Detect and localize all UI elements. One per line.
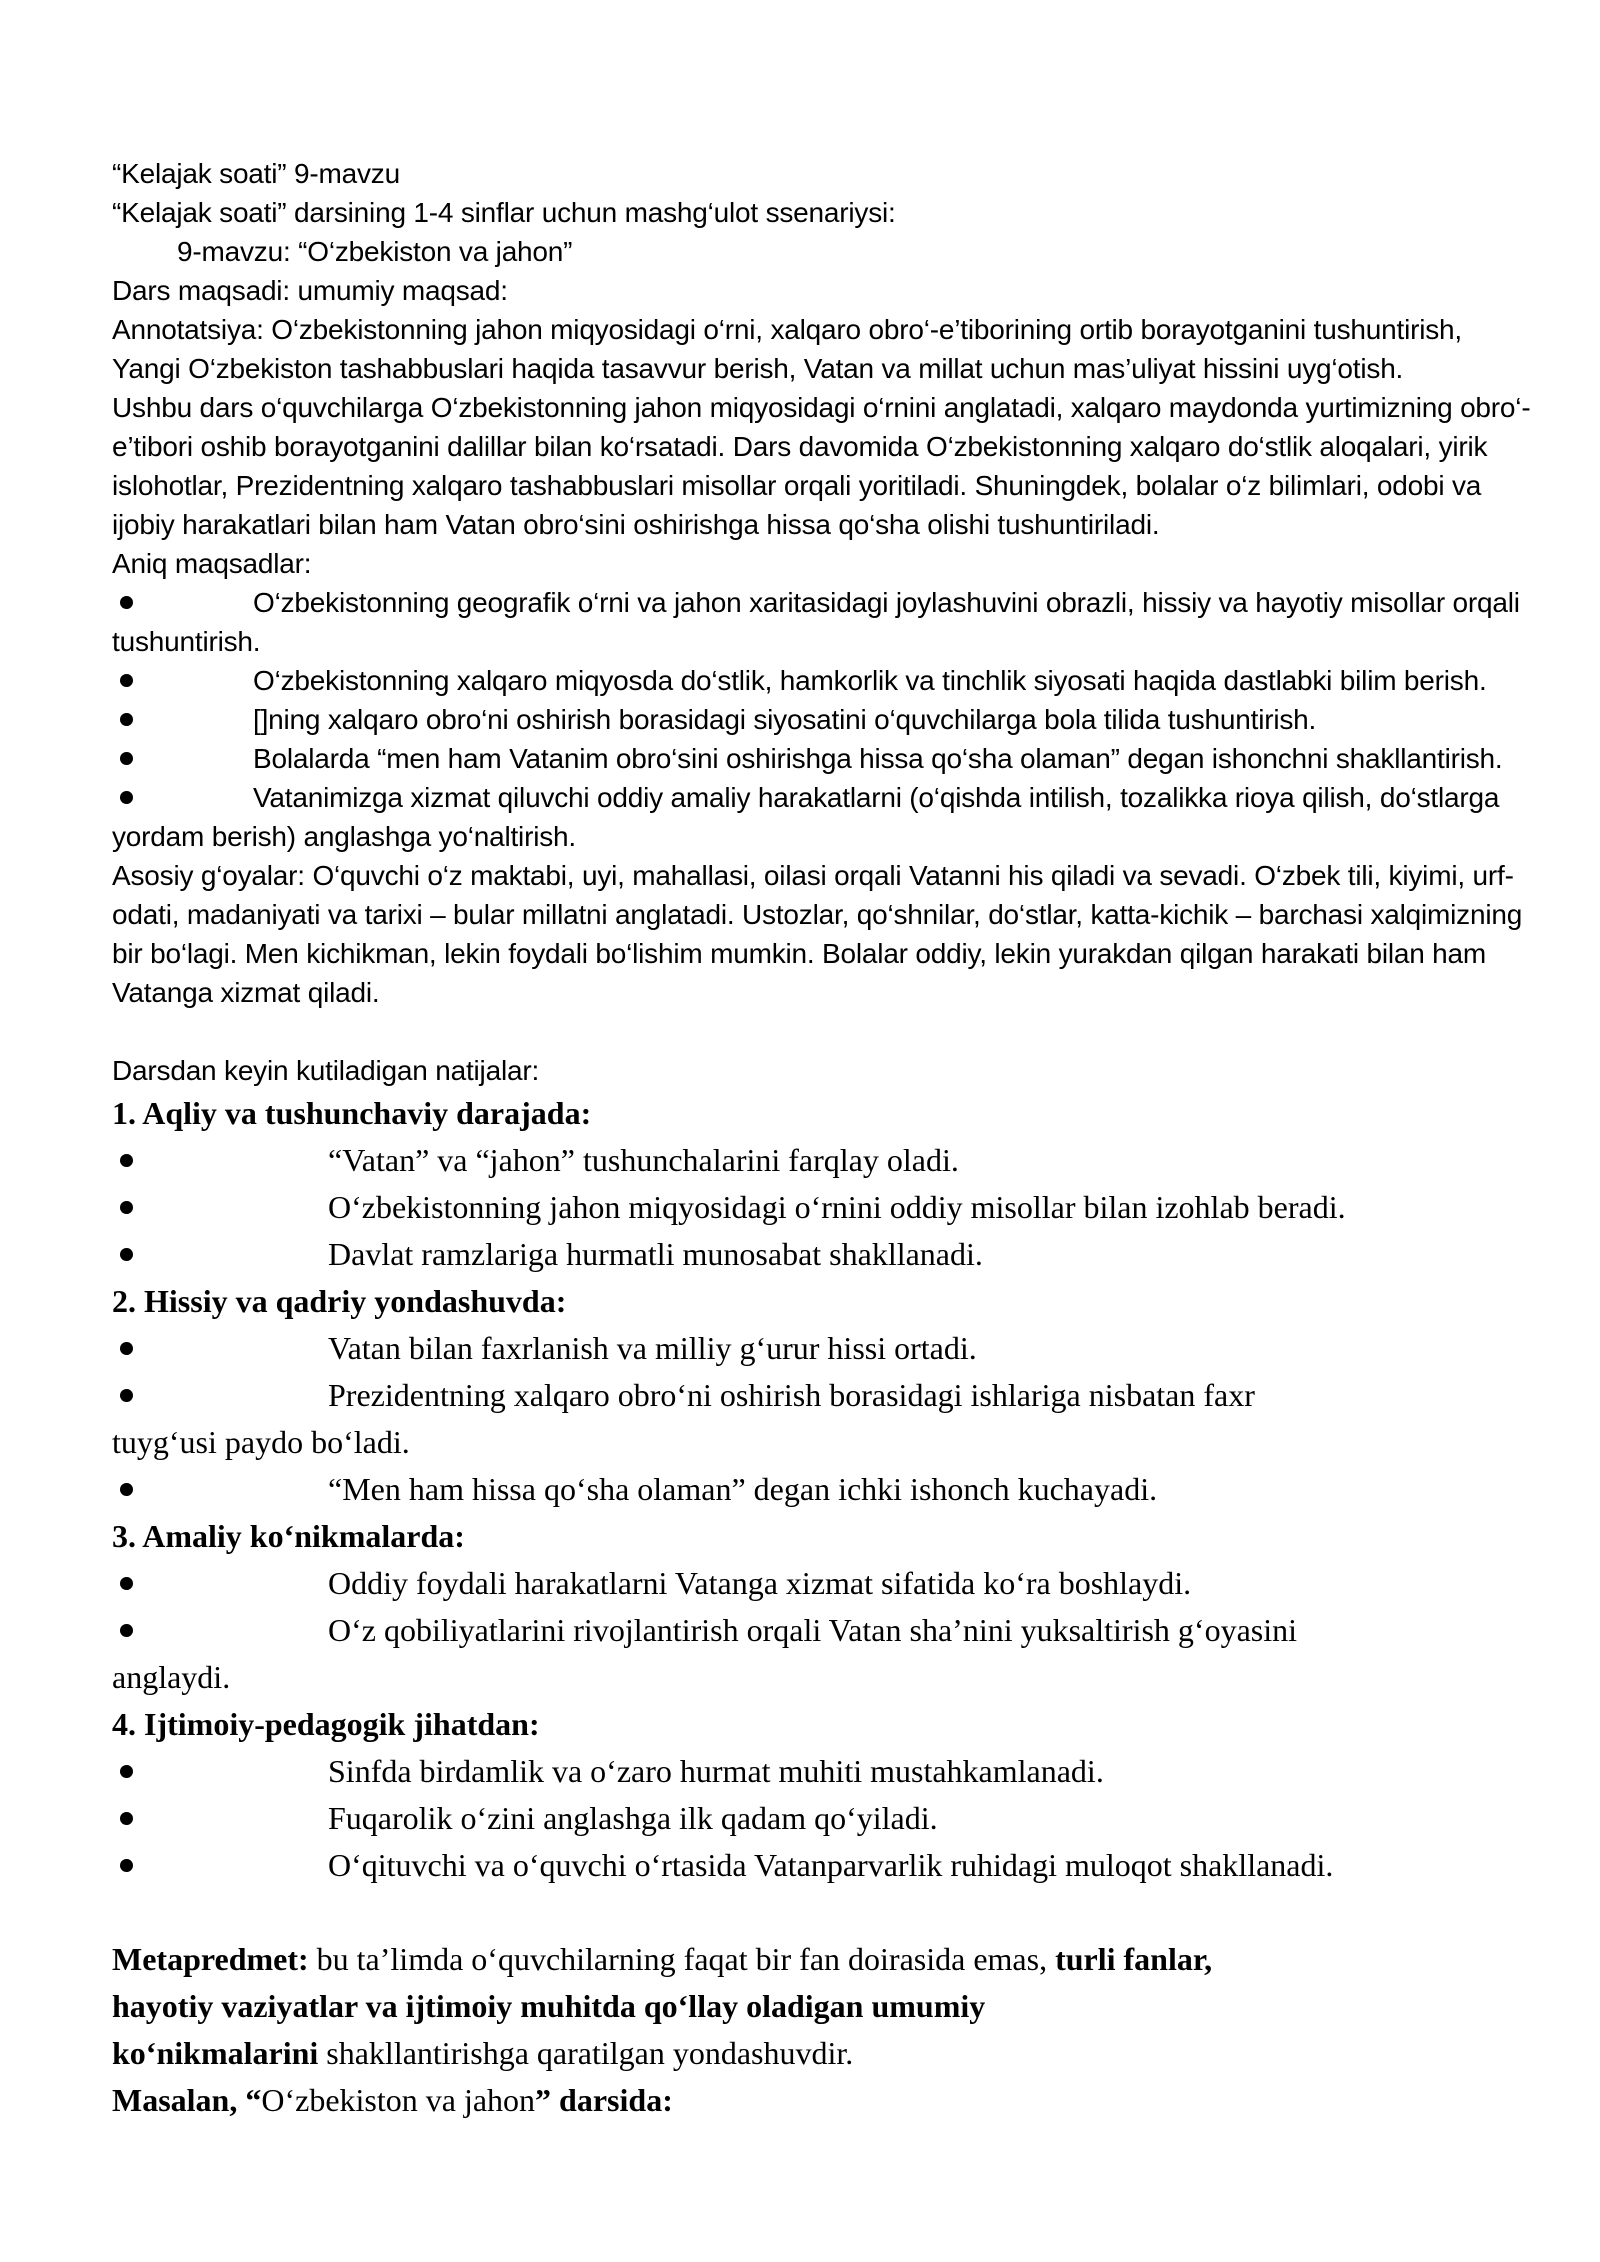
bullet-item	[112, 1184, 1560, 1231]
text-line	[112, 271, 1560, 310]
text-line	[112, 1654, 1560, 1701]
bullet-icon	[120, 713, 133, 726]
text-segment: “Vatan” va “jahon” tushunchalarini farqlay oladi.	[328, 1142, 959, 1178]
bullet-icon	[120, 1201, 133, 1214]
bullet-item	[112, 661, 1560, 700]
bullet-icon	[120, 1248, 133, 1261]
bullet-item-label	[328, 1748, 1104, 1795]
bullet-item-label	[328, 1560, 1191, 1607]
text-segment: Bolalarda “men ham Vatanim obro‘sini oshirishga hissa qo‘sha olaman” degan ishonchni shakllantirish.	[253, 743, 1503, 774]
text-segment: O‘zbekistonning xalqaro miqyosda do‘stlik, hamkorlik va tinchlik siyosati haqida dastlabki bilim berish.	[253, 665, 1487, 696]
bullet-icon	[120, 1859, 133, 1872]
bullet-item-label	[328, 1466, 1157, 1513]
text-line	[112, 622, 1560, 661]
bullet-item-label	[328, 1842, 1333, 1889]
bullet-item	[112, 1325, 1560, 1372]
text-segment: Yangi O‘zbekiston tashabbuslari haqida tasavvur berish, Vatan va millat uchun mas’uliyat hissini uyg‘otish.	[112, 353, 1404, 384]
text-segment: Vatan bilan faxrlanish va milliy g‘urur hissi ortadi.	[328, 1330, 977, 1366]
bullet-item-label	[328, 1137, 959, 1184]
text-segment: []ning xalqaro obro‘ni oshirish borasidagi siyosatini o‘quvchilarga bola tilida tushuntirish.	[253, 704, 1317, 735]
text-segment: tushuntirish.	[112, 626, 261, 657]
bullet-item-label	[253, 583, 1520, 622]
bold-text-segment: ko‘nikmalarini	[112, 2035, 319, 2071]
bullet-item-label	[253, 700, 1316, 739]
text-segment: Davlat ramzlariga hurmatli munosabat shakllanadi.	[328, 1236, 983, 1272]
text-segment: Vatanimizga xizmat qiluvchi oddiy amaliy harakatlarni (o‘qishda intilish, tozalikka rioya qilish, do‘stlarga	[253, 782, 1500, 813]
text-segment: islohotlar, Prezidentning xalqaro tashabbuslari misollar orqali yoritiladi. Shuningdek, bolalar o‘z bilimlari, odobi va	[112, 470, 1482, 501]
text-segment: yordam berish) anglashga yo‘naltirish.	[112, 821, 576, 852]
text-line	[112, 466, 1560, 505]
text-segment: ijobiy harakatlari bilan ham Vatan obro‘sini oshirishga hissa qo‘sha olishi tushuntiriladi.	[112, 509, 1160, 540]
text-segment: anglaydi.	[112, 1659, 231, 1695]
bullet-item	[112, 1607, 1560, 1654]
blank-line	[112, 1012, 1560, 1051]
text-segment: shakllantirishga qaratilgan yondashuvdir.	[318, 2035, 854, 2071]
text-segment: O‘z qobiliyatlarini rivojlantirish orqali Vatan sha’nini yuksaltirish g‘oyasini	[328, 1612, 1298, 1648]
text-segment: tuyg‘usi paydo bo‘ladi.	[112, 1424, 410, 1460]
text-segment: e’tibori oshib borayotganini dalillar bilan ko‘rsatadi. Dars davomida O‘zbekistonning xalqaro do‘stlik aloqalari, yirik	[112, 431, 1488, 462]
text-segment: “Men ham hissa qo‘sha olaman” degan ichki ishonch kuchayadi.	[328, 1471, 1158, 1507]
bullet-item-label	[328, 1607, 1297, 1654]
bold-text-segment: 1. Aqliy va tushunchaviy darajada:	[112, 1095, 592, 1131]
text-segment: bu ta’limda o‘quvchilarning faqat bir fan doirasida emas,	[308, 1941, 1056, 1977]
bullet-icon	[120, 1389, 133, 1402]
text-line	[112, 427, 1560, 466]
bullet-item	[112, 778, 1560, 817]
text-segment: 9-mavzu: “O‘zbekiston va jahon”	[177, 236, 573, 267]
bullet-item	[112, 739, 1560, 778]
text-line	[112, 232, 1560, 271]
text-line	[112, 544, 1560, 583]
blank-line	[112, 1889, 1560, 1936]
text-segment: O‘zbekistonning jahon miqyosidagi o‘rnini oddiy misollar bilan izohlab beradi.	[328, 1189, 1346, 1225]
bold-text-segment: Masalan, “	[112, 2082, 262, 2118]
bullet-item	[112, 1842, 1560, 1889]
bullet-item	[112, 1748, 1560, 1795]
text-segment: Darsdan keyin kutiladigan natijalar:	[112, 1055, 540, 1086]
bullet-item	[112, 700, 1560, 739]
bullet-item-label	[253, 739, 1503, 778]
text-line	[112, 1936, 1560, 1983]
bullet-icon	[120, 1154, 133, 1167]
bold-text-segment: turli fanlar,	[1055, 1941, 1213, 1977]
bullet-icon	[120, 1483, 133, 1496]
bullet-item-label	[328, 1231, 983, 1278]
bullet-item-label	[328, 1184, 1346, 1231]
text-line	[112, 154, 1560, 193]
section-heading	[112, 1278, 1560, 1325]
text-segment: Annotatsiya: O‘zbekistonning jahon miqyosidagi o‘rni, xalqaro obro‘-e’tiborining ortib borayotganini tushuntirish,	[112, 314, 1462, 345]
bullet-item	[112, 1372, 1560, 1419]
text-line	[112, 973, 1560, 1012]
text-line	[112, 1983, 1560, 2030]
bullet-icon	[120, 596, 133, 609]
bullet-item	[112, 583, 1560, 622]
text-segment: “Kelajak soati” darsining 1-4 sinflar uchun mashg‘ulot ssenariysi:	[112, 197, 896, 228]
bullet-icon	[120, 1577, 133, 1590]
text-line	[112, 817, 1560, 856]
text-line	[112, 2077, 1560, 2124]
bullet-item-label	[328, 1372, 1255, 1419]
bold-text-segment: 4. Ijtimoiy-pedagogik jihatdan:	[112, 1706, 540, 1742]
bold-text-segment: Metapredmet:	[112, 1941, 309, 1977]
text-line	[112, 2030, 1560, 2077]
bullet-icon	[120, 1342, 133, 1355]
section-heading	[112, 1701, 1560, 1748]
text-line	[112, 310, 1560, 349]
bullet-item-label	[328, 1795, 938, 1842]
text-line	[112, 193, 1560, 232]
text-segment: bir bo‘lagi. Men kichikman, lekin foydali bo‘lishim mumkin. Bolalar oddiy, lekin yurakdan qilgan harakati bilan ham	[112, 938, 1487, 969]
bold-text-segment: 3. Amaliy ko‘nikmalarda:	[112, 1518, 465, 1554]
text-segment: odati, madaniyati va tarixi – bular millatni anglatadi. Ustozlar, qo‘shnilar, do‘stlar, katta-kichik – barchasi xalqimizning	[112, 899, 1523, 930]
bullet-icon	[120, 1812, 133, 1825]
text-segment: O‘zbekistonning geografik o‘rni va jahon xaritasidagi joylashuvini obrazli, hissiy va hayotiy misollar orqali	[253, 587, 1520, 618]
text-segment: Asosiy g‘oyalar: O‘quvchi o‘z maktabi, uyi, mahallasi, oilasi orqali Vatanni his qiladi va sevadi. O‘zbek tili, kiyimi, urf-	[112, 860, 1514, 891]
bold-text-segment: ” darsida:	[535, 2082, 673, 2118]
text-segment: Oddiy foydali harakatlarni Vatanga xizmat sifatida ko‘ra boshlaydi.	[328, 1565, 1192, 1601]
text-line	[112, 856, 1560, 895]
text-segment: Dars maqsadi: umumiy maqsad:	[112, 275, 508, 306]
section-heading	[112, 1090, 1560, 1137]
bullet-icon	[120, 1624, 133, 1637]
text-segment: Prezidentning xalqaro obro‘ni oshirish borasidagi ishlariga nisbatan faxr	[328, 1377, 1255, 1413]
bold-text-segment: 2. Hissiy va qadriy yondashuvda:	[112, 1283, 567, 1319]
bullet-item-label	[253, 778, 1499, 817]
text-segment: Fuqarolik o‘zini anglashga ilk qadam qo‘yiladi.	[328, 1800, 938, 1836]
text-segment: Sinfda birdamlik va o‘zaro hurmat muhiti mustahkamlanadi.	[328, 1753, 1104, 1789]
text-line	[112, 388, 1560, 427]
bullet-item	[112, 1231, 1560, 1278]
bullet-item	[112, 1795, 1560, 1842]
bullet-icon	[120, 791, 133, 804]
section-heading	[112, 1513, 1560, 1560]
text-line	[112, 505, 1560, 544]
text-line	[112, 1051, 1560, 1090]
text-segment: Vatanga xizmat qiladi.	[112, 977, 380, 1008]
bullet-icon	[120, 1765, 133, 1778]
bullet-item	[112, 1137, 1560, 1184]
text-segment: O‘qituvchi va o‘quvchi o‘rtasida Vatanparvarlik ruhidagi muloqot shakllanadi.	[328, 1847, 1334, 1883]
text-segment: O‘zbekiston va jahon	[261, 2082, 536, 2118]
bold-text-segment: hayotiy vaziyatlar va ijtimoiy muhitda qo‘llay oladigan umumiy	[112, 1988, 986, 2024]
text-line	[112, 349, 1560, 388]
text-segment: “Kelajak soati” 9-mavzu	[112, 158, 400, 189]
text-segment: Ushbu dars o‘quvchilarga O‘zbekistonning jahon miqyosidagi o‘rnini anglatadi, xalqaro maydonda yurtimizning obro‘-	[112, 392, 1531, 423]
bullet-item-label	[328, 1325, 977, 1372]
text-line	[112, 934, 1560, 973]
bullet-item-label	[253, 661, 1487, 700]
text-line	[112, 1419, 1560, 1466]
text-line	[112, 895, 1560, 934]
bullet-icon	[120, 752, 133, 765]
text-segment: Aniq maqsadlar:	[112, 548, 312, 579]
bullet-item	[112, 1560, 1560, 1607]
bullet-icon	[120, 674, 133, 687]
bullet-item	[112, 1466, 1560, 1513]
